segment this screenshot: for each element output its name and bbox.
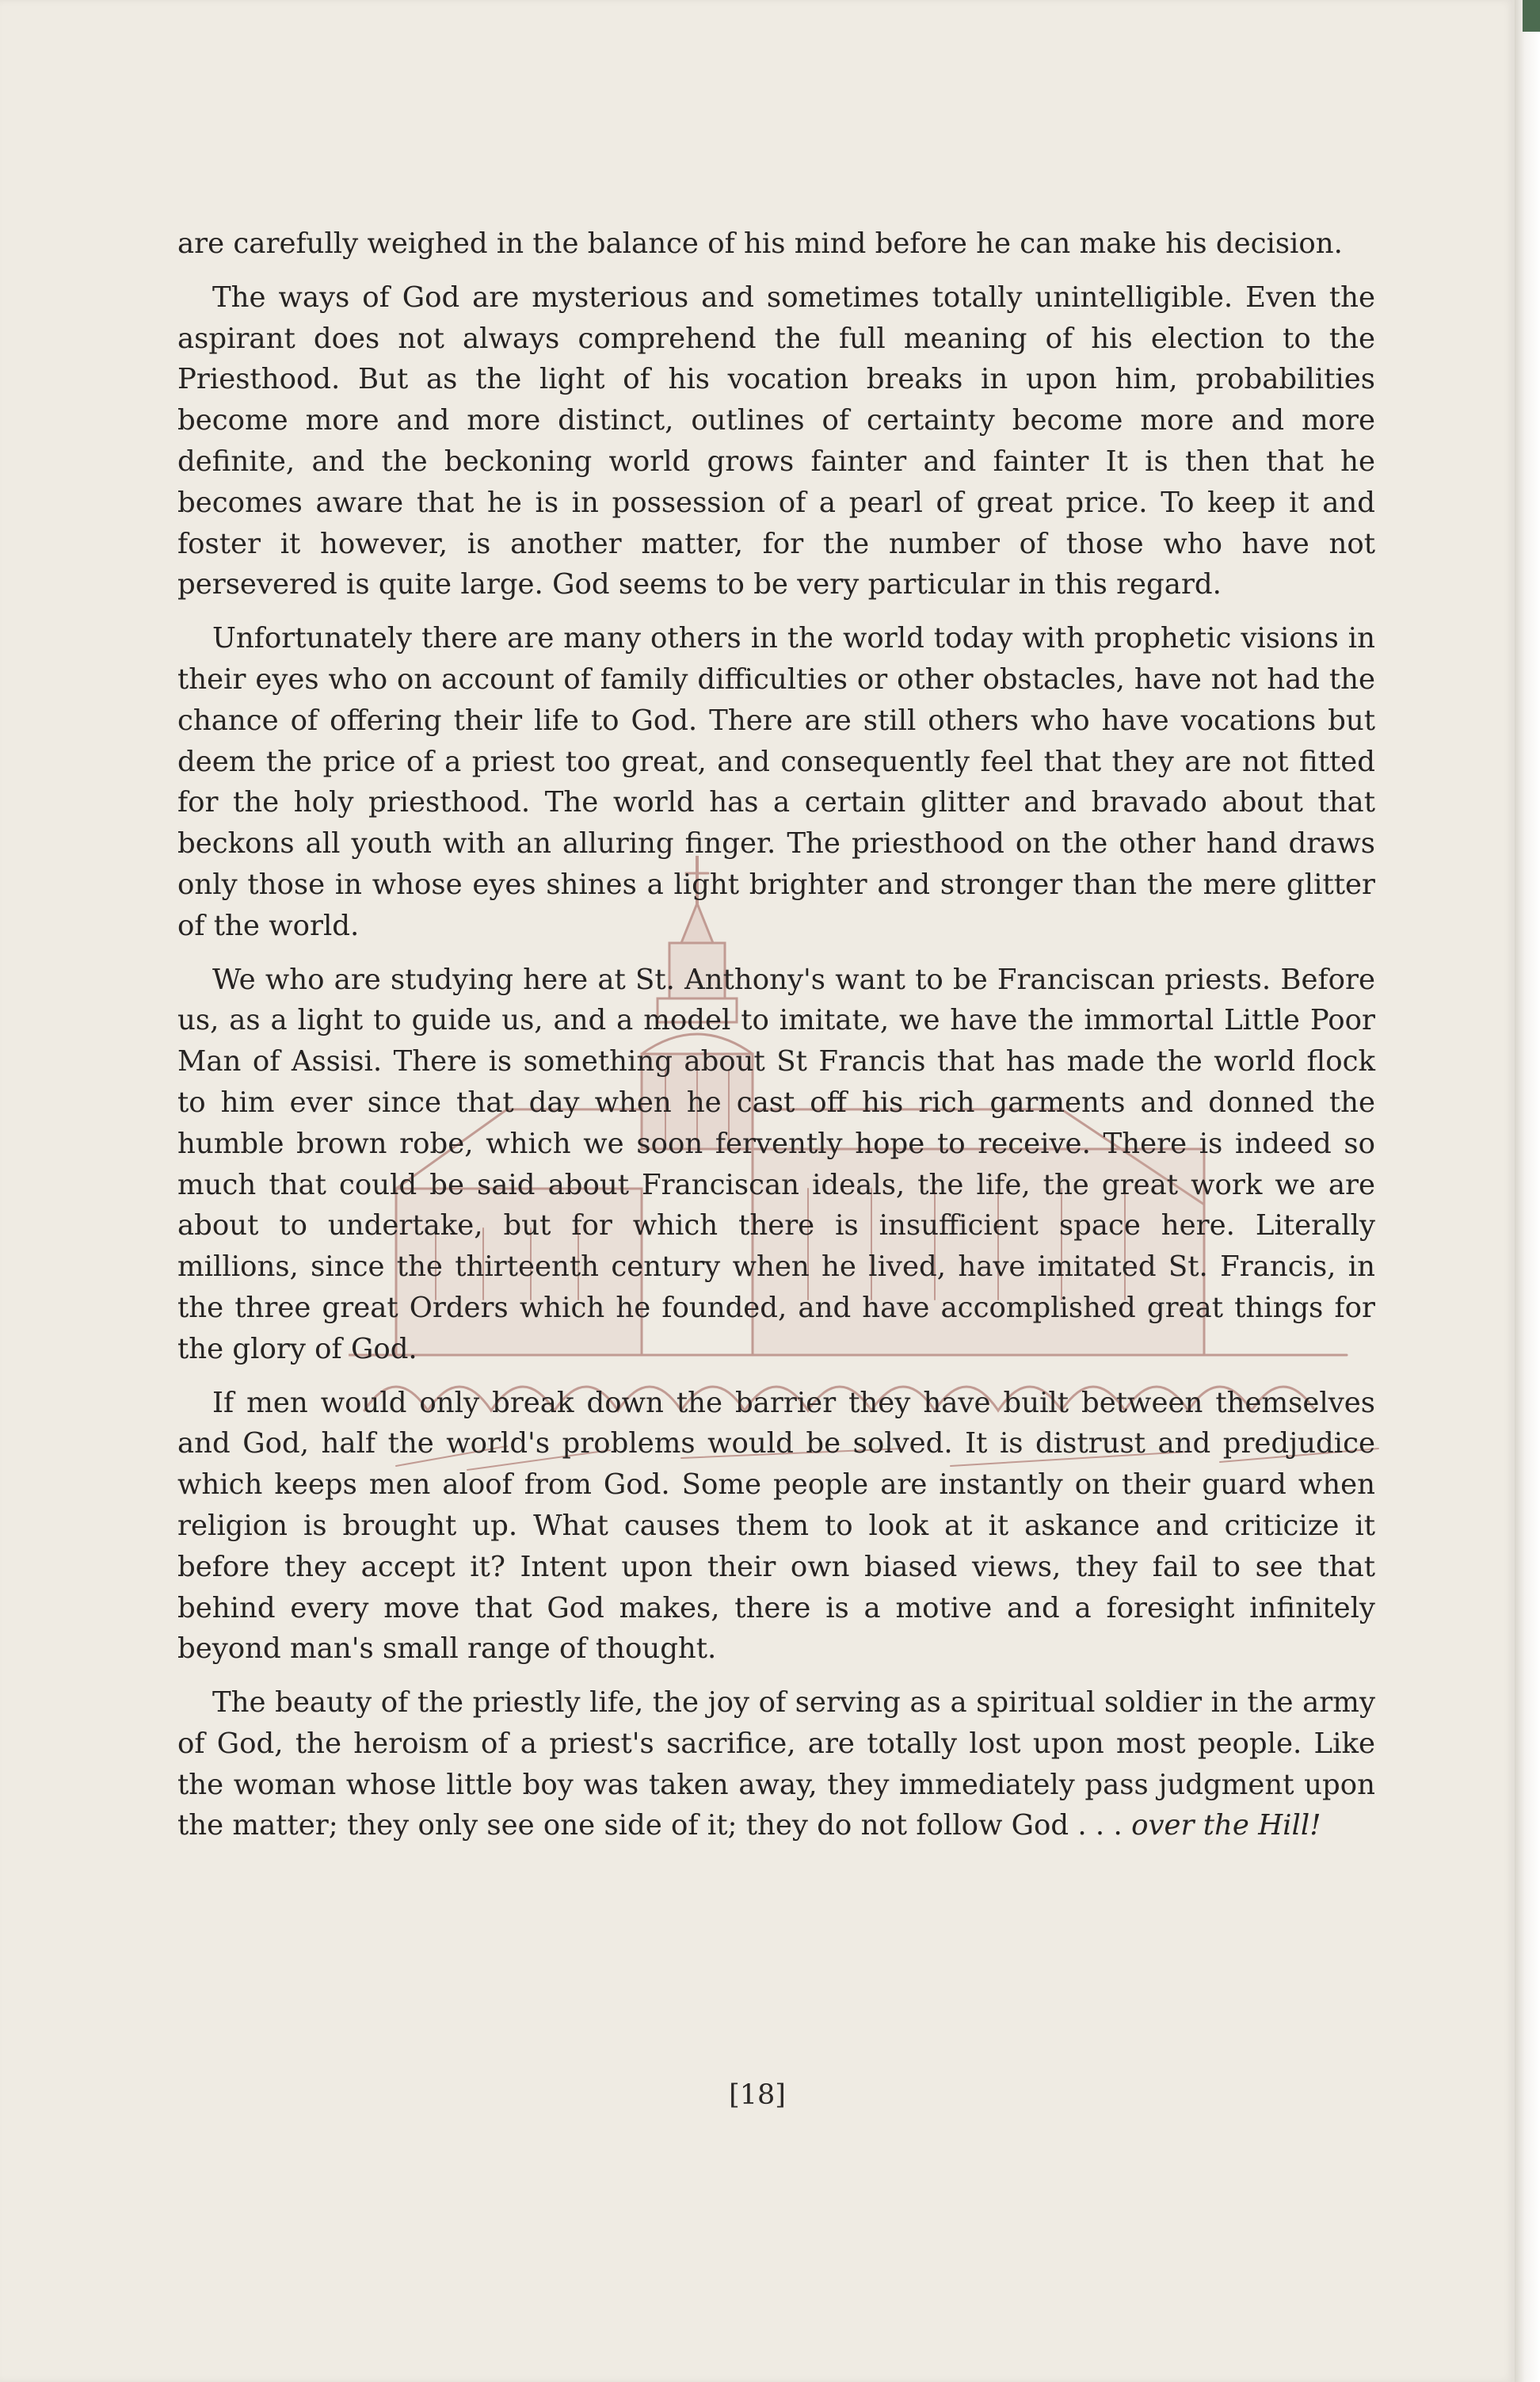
page-edge: [1515, 0, 1540, 2382]
paragraph-5: If men would only break down the barrier they have built between themselves and God, half the world's problems would be solved. It is distrust and predjudice which keeps men aloof from God. Some people are instantly on their guard when religion is brought up. What causes them to look at it askance and criticize it before they accept it? Intent upon their own biased views, they fail to see that behind every move that God makes, there is a motive and a foresight infinitely beyond man's small range of thought.: [177, 1386, 1375, 1666]
closing-italic-phrase: over the Hill!: [1131, 1809, 1321, 1842]
page-number: [18]: [729, 2079, 786, 2111]
paragraph-4: We who are studying here at St. Anthony's want to be Franciscan priests. Before us, as a light to guide us, and a model to imitate, we have the immortal Little Poor Man of Assisi. There is something about St Francis that has made the world flock to him ever since that day when he cast off his rich garments and donned the humble brown robe, which we soon fervently hope to receive. There is indeed so much that could be said about Franciscan ideals, the life, the great work we are about to undertake, but for which there is insufficient space here. Literally millions, since the thirteenth century when he lived, have imitated St. Francis, in the three great Orders which he founded, and have accomplished great things for the glory of God.: [177, 963, 1375, 1365]
paragraph-6-text: The beauty of the priestly life, the joy of serving as a spiritual soldier in the army of God, the heroism of a priest's sacrifice, are totally lost upon most people. Like the woman whose little boy was taken away, they immediately pass judgment upon the matter; they only see one side of it; they do not follow God . . .: [177, 1686, 1375, 1842]
body-text: [177, 223, 1375, 1859]
paragraph-1: are carefully weighed in the balance of his mind before he can make his decision.: [177, 227, 1343, 260]
paragraph-2: The ways of God are mysterious and sometimes totally unintelligible. Even the aspirant does not always comprehend the full meaning of his election to the Priesthood. But as the light of his vocation breaks in upon him, probabilities become more and more distinct, outlines of certainty become more and more definite, and the beckoning world grows fainter and fainter It is then that he becomes aware that he is in possession of a pearl of great price. To keep it and foster it however, is another matter, for the number of those who have not persevered is quite large. God seems to be very particular in this regard.: [177, 281, 1375, 601]
paragraph-6: [177, 1682, 1375, 1846]
edge-color-tab: [1523, 0, 1540, 32]
paragraph-3: Unfortunately there are many others in the world today with prophetic visions in their eyes who on account of family difficulties or other obstacles, have not had the chance of offering their life to God. There are still others who have vocations but deem the price of a priest too great, and consequently feel that they are not fitted for the holy priesthood. The world has a certain glitter and bravado about that beckons all youth with an alluring finger. The priesthood on the other hand draws only those in whose eyes shines a light brighter and stronger than the mere glitter of the world.: [177, 622, 1375, 942]
